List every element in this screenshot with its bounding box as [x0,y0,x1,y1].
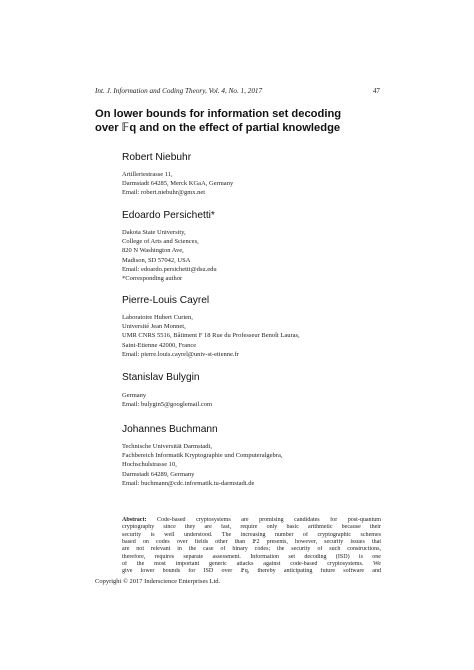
affiliation-line: UMR CNRS 5516, Bâtiment F 18 Rue du Professeur Benoît Lauras, [122,332,300,340]
author-email: Email: robert.niebuhr@gmx.net [122,189,206,197]
title-line-1: On lower bounds for information set decoding [95,108,342,120]
affiliation-line: Darmstadt 64289, Germany [122,470,195,478]
author-affiliation [122,391,387,409]
affiliation-line: Technische Universität Darmstadt, [122,443,212,450]
affiliation-line: Germany [122,392,147,399]
author-name: Johannes Buchmann [122,424,218,435]
author-email: Email: pierre.louis.cayrel@univ-st-etienne.fr [122,350,239,358]
author-affiliation [122,442,387,488]
affiliation-line: Madison, SD 57042, USA [122,256,191,264]
affiliation-line: College of Arts and Sciences, [122,238,199,246]
copyright-notice: Copyright © 2017 Inderscience Enterprises Ltd. [95,578,221,585]
abstract-line: of the most important generic attacks against code-based cryptosystems. We [122,561,381,568]
author-name: Pierre-Louis Cayrel [122,295,210,306]
abstract-line: are not relevant in the case of binary codes; the security of such constructions, [122,546,381,553]
author-name: Edoardo Persichetti* [122,210,215,221]
author-email: Email: edoardo.persichetti@dsu.edu [122,265,217,273]
abstract [122,517,381,576]
abstract-line: cryptography since they are fast, require only basic arithmetic because their [122,524,381,531]
author-affiliation [122,313,387,359]
affiliation-line: Hochschulstrasse 10, [122,461,177,469]
affiliation-line: Fachbereich Informatik Kryptographie und Computeralgebra, [122,452,283,460]
affiliation-line: Dakota State University, [122,229,186,236]
author-name: Robert Niebuhr [122,152,192,163]
author-email: Email: buchmann@cdc.informatik.tu-darmstadt.de [122,479,255,487]
running-head: Int. J. Information and Coding Theory, Vol. 4, No. 1, 2017 [95,87,263,95]
abstract-line: based on codes over fields other than 𝔽2 presents, however, security issues that [122,539,381,546]
abstract-line [122,517,381,524]
author-affiliation [122,170,387,198]
affiliation-line: Université Jean Monnet, [122,323,186,331]
affiliation-line: Saint-Etienne 42000, France [122,341,197,349]
author-email: Email: bulygin5@googlemail.com [122,401,213,409]
abstract-text: Code-based cryptosystems are promising candidates for post-quantum [157,517,381,523]
paper-title [95,108,385,135]
abstract-heading: Abstract: [122,517,147,523]
title-line-2: over 𝔽q and on the effect of partial knowledge [95,121,341,134]
affiliation-line: Darmstadt 64285, Merck KGaA, Germany [122,180,234,188]
abstract-line: give lower bounds for ISD over 𝔽q, thereby anticipating future software and [122,568,381,575]
affiliation-line: Laboratoire Hubert Curien, [122,314,193,321]
page-number: 47 [372,87,380,95]
author-affiliation [122,228,387,283]
corresponding-author-note: *Corresponding author [122,275,183,283]
abstract-line: therefore, requires separate assessment. Information set decoding (ISD) is one [122,553,381,560]
abstract-line: security is well understood. The increasing number of cryptographic schemes [122,531,381,538]
affiliation-line: Artilleriestrasse 11, [122,171,173,178]
author-name: Stanislav Bulygin [122,372,200,383]
affiliation-line: 820 N Washington Ave, [122,247,184,255]
